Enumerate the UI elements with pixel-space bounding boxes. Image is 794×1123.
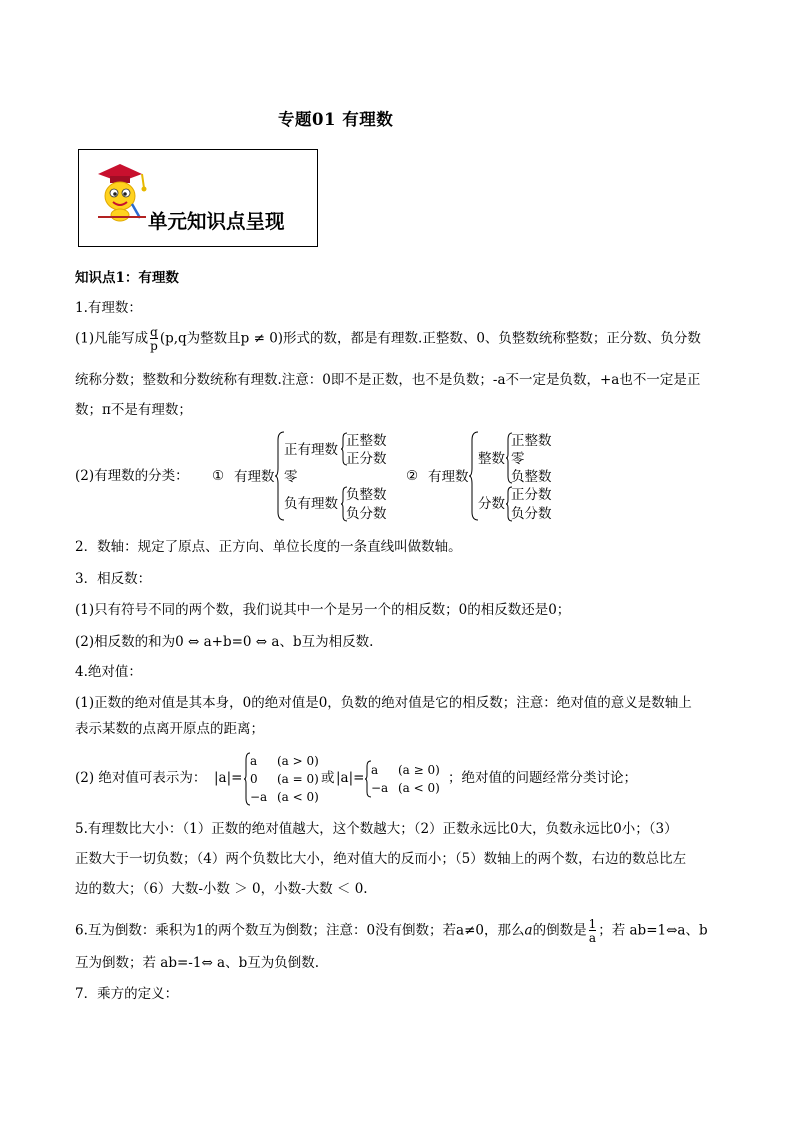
item4-paragraph2-tail: ；绝对值的问题经常分类讨论；: [448, 770, 637, 786]
classify2-negative-integer: 负整数: [511, 469, 552, 485]
text-run: 的倒数是: [532, 922, 587, 939]
graduate-mascot-icon: [92, 160, 148, 222]
item3-paragraph1: (1)只有符号不同的两个数，我们说其中一个是另一个的相反数；0的相反数还是0；: [75, 602, 571, 618]
text-run: 6.互为倒数：乘积为1的两个数互为倒数；注意：0没有倒数；若a≠0，那么: [75, 922, 525, 939]
section-header-label: 单元知识点呈现: [148, 210, 285, 233]
abs-formula2-lhs: |a|=: [336, 770, 365, 786]
abs-formula-lhs: |a|=: [214, 770, 243, 786]
classify2-fraction: 分数: [478, 496, 505, 512]
classify1-negative-fraction: 负分数: [346, 506, 387, 522]
item1-paragraph-line1: [75, 326, 701, 352]
item5-line2: 正数大于一切负数；（4）两个负数比大小，绝对值大的反而小；（5）数轴上的两个数，右边的数总比左: [75, 851, 687, 867]
item4-paragraph1-line2: 表示某数的点离开原点的距离；: [75, 721, 264, 737]
item5-line3: 边的数大；（6）大数-小数 ＞ 0，小数-大数 ＜ 0.: [75, 881, 368, 897]
item4-heading: 4.绝对值：: [75, 664, 142, 680]
section-heading: 知识点1：有理数: [75, 270, 179, 286]
item3-heading: 3．相反数：: [75, 571, 152, 587]
classify1-positive: 正有理数: [284, 442, 338, 458]
item1-heading: 1.有理数：: [75, 300, 142, 316]
text-run: (1)凡能写成: [75, 330, 149, 347]
item4-paragraph2-label: (2) 绝对值可表示为：: [75, 770, 207, 786]
classify2-positive-fraction: 正分数: [511, 487, 552, 503]
variable-a: a: [524, 922, 533, 939]
abs-case1-value: a: [250, 754, 258, 768]
text-run: ；若 ab=1⇔a、b: [598, 922, 708, 939]
classify2-integer: 整数: [478, 451, 505, 467]
abs2-case1-condition: (a ≥ 0): [398, 763, 440, 777]
classify2-negative-fraction: 负分数: [511, 506, 552, 522]
item5-line1: 5.有理数比大小：（1）正数的绝对值越大，这个数越大；（2）正数永远比0大，负数永远比0小；（3）: [75, 821, 678, 837]
fraction-q-over-p: [150, 326, 158, 352]
fraction-denominator: a: [588, 931, 596, 945]
fraction-numerator: 1: [588, 917, 597, 931]
abs-case1-condition: (a > 0): [277, 754, 319, 768]
classify1-negative: 负有理数: [284, 496, 338, 512]
decorative-underline: [98, 216, 146, 218]
abs-case3-condition: (a < 0): [277, 790, 319, 804]
classify2-zero: 零: [511, 451, 525, 467]
classify1-positive-fraction: 正分数: [346, 451, 387, 467]
text-run: (p,q为整数且p ≠ 0)形式的数，都是有理数.正整数、0、负整数统称整数；正分数、负分数: [159, 330, 701, 347]
abs-case3-value: −a: [250, 790, 268, 804]
abs2-case2-value: −a: [371, 781, 389, 795]
fraction-1-over-a: [589, 918, 597, 944]
abs2-case2-condition: (a < 0): [398, 781, 440, 795]
fraction-denominator: p: [150, 339, 158, 353]
item3-paragraph2: (2)相反数的和为0 ⇔ a+b=0 ⇔ a、b互为相反数.: [75, 634, 374, 650]
item1-paragraph-line3: 数；π不是有理数；: [75, 402, 192, 418]
item7-heading: 7．乘方的定义：: [75, 986, 179, 1002]
item4-paragraph1-line1: (1)正数的绝对值是其本身，0的绝对值是0，负数的绝对值是它的相反数；注意：绝对值的意义是数轴上: [75, 695, 692, 711]
classify1-zero: 零: [284, 469, 298, 485]
abs-case2-value: 0: [250, 772, 258, 786]
abs2-case1-value: a: [371, 763, 379, 777]
item6-line1: [75, 918, 708, 944]
classify2-root: 有理数: [428, 469, 469, 485]
classify-label: (2)有理数的分类：: [75, 468, 189, 484]
item6-line2: 互为倒数；若 ab=-1⇔ a、b互为负倒数.: [75, 955, 320, 971]
abs-case2-condition: (a = 0): [277, 772, 319, 786]
abs-or: 或: [321, 770, 335, 786]
classify1-negative-integer: 负整数: [346, 487, 387, 503]
classify2-marker: ②: [406, 468, 419, 484]
classify1-marker: ①: [212, 468, 225, 484]
classify1-positive-integer: 正整数: [346, 433, 387, 449]
fraction-numerator: q: [150, 325, 158, 339]
item2-number-line: 2．数轴：规定了原点、正方向、单位长度的一条直线叫做数轴。: [75, 539, 462, 555]
classify1-root: 有理数: [234, 469, 275, 485]
item1-paragraph-line2: 统称分数；整数和分数统称有理数.注意：0即不是正数，也不是负数；-a不一定是负数，+a也不一定是正: [75, 372, 701, 388]
classify2-positive-integer: 正整数: [511, 433, 552, 449]
page-title: 专题01 有理数: [278, 110, 394, 129]
